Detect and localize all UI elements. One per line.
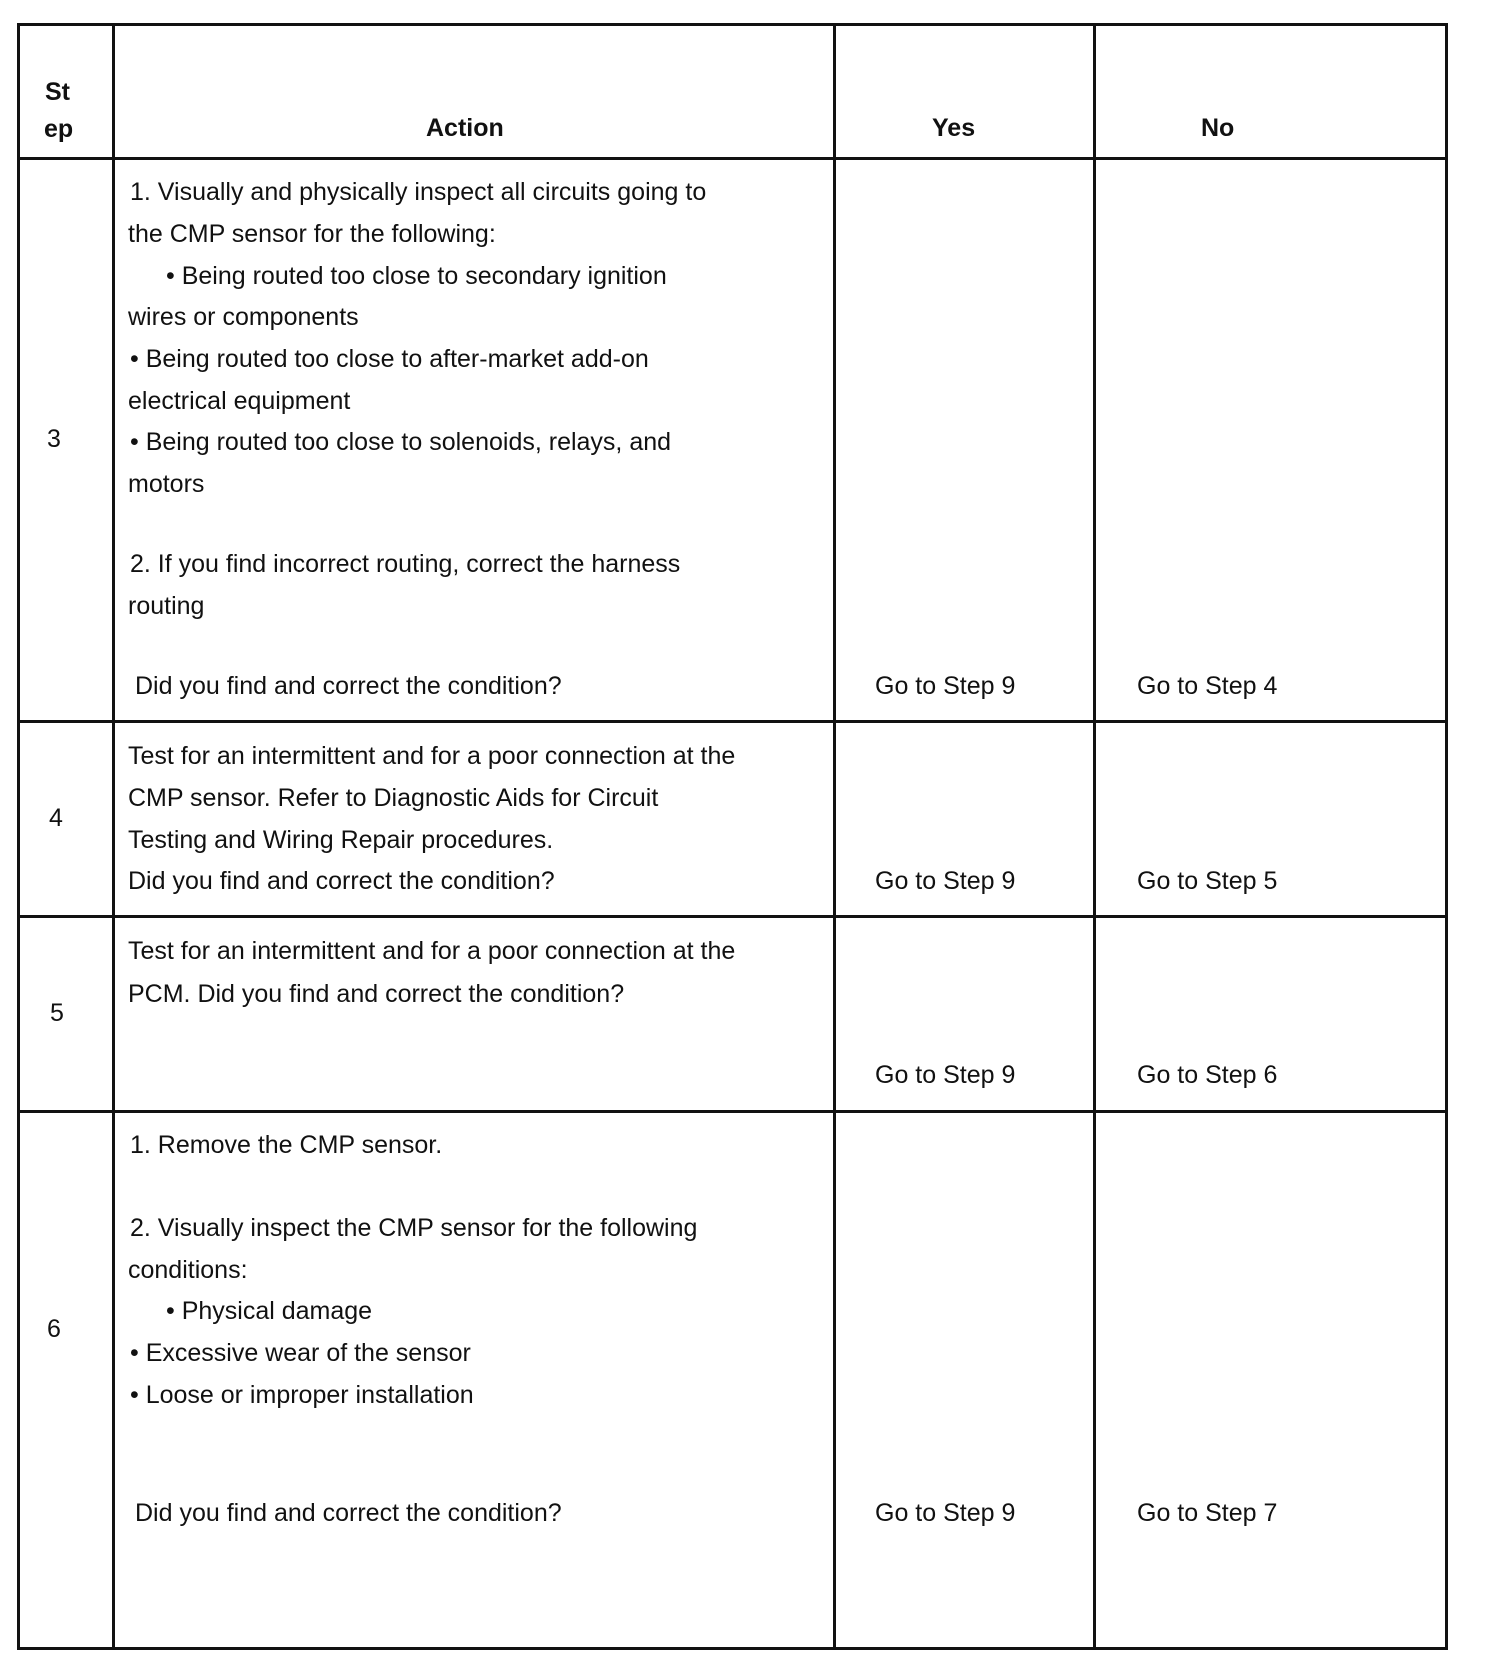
no-outcome: Go to Step 4 [1137, 672, 1278, 700]
action-question: Did you find and correct the condition? [135, 1499, 562, 1527]
action-line: wires or components [128, 303, 359, 331]
no-outcome: Go to Step 6 [1137, 1061, 1278, 1089]
step-number: 3 [47, 425, 61, 453]
header-yes: Yes [932, 114, 976, 142]
action-line: PCM. Did you find and correct the condition? [128, 980, 625, 1008]
header-step-line1: St [45, 78, 70, 106]
action-question: Did you find and correct the condition? [128, 867, 555, 895]
action-line: • Physical damage [166, 1297, 373, 1325]
step-number: 4 [49, 804, 63, 832]
action-line: • Being routed too close to after-market add-on [130, 345, 649, 373]
action-line: • Being routed too close to secondary ignition [166, 262, 667, 290]
yes-outcome: Go to Step 9 [875, 1061, 1016, 1089]
step-number: 5 [50, 999, 64, 1027]
action-line: electrical equipment [128, 387, 351, 415]
header-divider [20, 157, 1445, 160]
yes-outcome: Go to Step 9 [875, 867, 1016, 895]
action-line: the CMP sensor for the following: [128, 220, 496, 248]
row-divider [20, 915, 1445, 918]
action-line: 2. Visually inspect the CMP sensor for the following [130, 1214, 698, 1242]
yes-outcome: Go to Step 9 [875, 672, 1016, 700]
action-line: 1. Visually and physically inspect all circuits going to [130, 178, 707, 206]
action-line: Test for an intermittent and for a poor connection at the [128, 742, 736, 770]
action-line: motors [128, 470, 205, 498]
yes-outcome: Go to Step 9 [875, 1499, 1016, 1527]
action-line: Testing and Wiring Repair procedures. [128, 826, 554, 854]
action-line: • Loose or improper installation [130, 1381, 474, 1409]
action-line: • Being routed too close to solenoids, relays, and [130, 428, 672, 456]
column-divider [1093, 26, 1096, 1647]
action-line: routing [128, 592, 205, 620]
header-step-line2: ep [44, 115, 74, 143]
action-line: Test for an intermittent and for a poor connection at the [128, 937, 736, 965]
header-action: Action [426, 114, 504, 142]
column-divider [833, 26, 836, 1647]
row-divider [20, 720, 1445, 723]
column-divider [112, 26, 115, 1647]
action-line: CMP sensor. Refer to Diagnostic Aids for Circuit [128, 784, 659, 812]
action-line: 1. Remove the CMP sensor. [130, 1131, 443, 1159]
action-line: conditions: [128, 1256, 248, 1284]
action-line: • Excessive wear of the sensor [130, 1339, 471, 1367]
row-divider [20, 1110, 1445, 1113]
step-number: 6 [47, 1315, 61, 1343]
action-question: Did you find and correct the condition? [135, 672, 562, 700]
header-no: No [1201, 114, 1235, 142]
action-line: 2. If you find incorrect routing, correct the harness [130, 550, 681, 578]
no-outcome: Go to Step 7 [1137, 1499, 1278, 1527]
no-outcome: Go to Step 5 [1137, 867, 1278, 895]
